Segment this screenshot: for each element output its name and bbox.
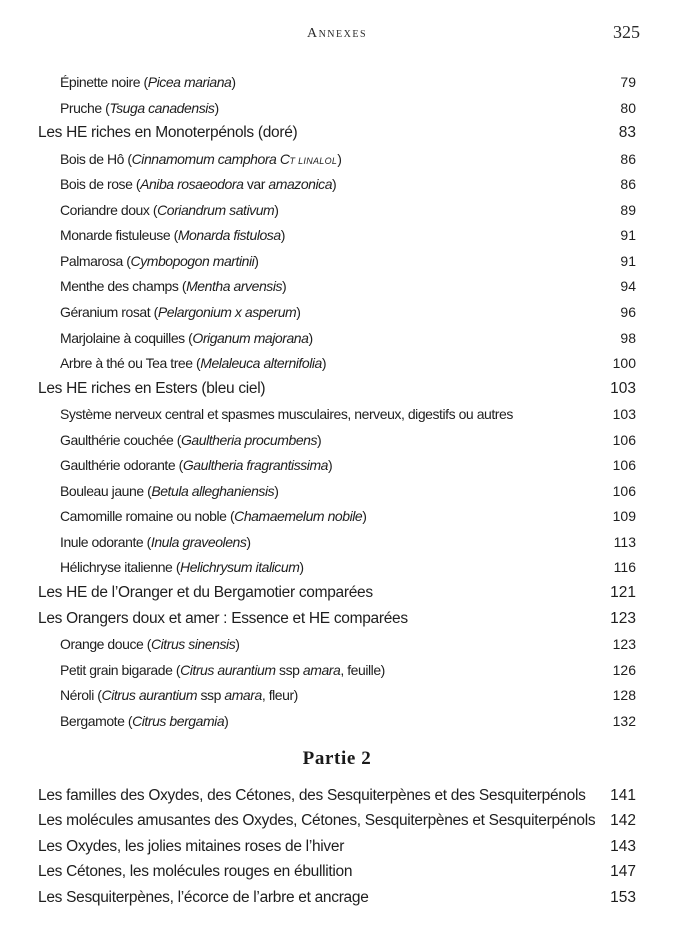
toc-title-segment: )	[332, 176, 337, 193]
toc-title-segment: )	[274, 201, 279, 218]
toc-entry-title	[60, 531, 251, 553]
toc-entry-page: 128	[612, 687, 636, 704]
toc-title-segment: Palmarosa (	[60, 252, 131, 269]
toc-title-italic-segment: Citrus sinensis	[150, 636, 236, 653]
toc-title-italic-segment: amara	[302, 661, 341, 678]
toc-entry-title	[60, 633, 239, 655]
toc-title-italic-segment: Cymbopogon martinii	[130, 252, 255, 269]
toc-title-segment: Bergamote (	[60, 712, 133, 729]
toc-title-segment: ssp	[197, 687, 225, 704]
toc-entry-section	[0, 710, 674, 732]
toc-title-italic-segment: Gaultheria procumbens	[180, 431, 318, 448]
toc-entry-page: 91	[620, 227, 636, 244]
toc-entry-section	[0, 531, 674, 553]
toc-title-segment: Gaulthérie odorante (	[60, 457, 183, 474]
toc-title-italic-segment: Tsuga canadensis	[109, 99, 215, 116]
toc-entry-section	[0, 301, 674, 323]
toc-entry-page: 123	[612, 636, 636, 653]
toc-entry-title	[60, 173, 336, 195]
toc-title-segment: Orange douce (	[60, 636, 151, 653]
toc-entry-page: 96	[620, 303, 636, 320]
toc-entry-chapter	[0, 810, 674, 832]
toc-entry-title	[38, 608, 408, 630]
toc-entry-page: 121	[610, 584, 636, 601]
toc-title-segment: )	[254, 252, 259, 269]
toc-title-segment: Pruche (	[60, 99, 110, 116]
toc-entry-page: 123	[610, 609, 636, 627]
toc-entry-page: 153	[610, 888, 636, 906]
toc-entry-page: 109	[612, 508, 636, 525]
toc-entry-section	[0, 352, 674, 374]
toc-entry-title	[60, 352, 326, 374]
toc-title-segment: )	[317, 431, 322, 448]
toc-title-segment: )	[308, 329, 313, 346]
toc-entry-chapter	[0, 608, 674, 630]
toc-title-italic-segment: amara	[224, 687, 262, 704]
toc-entry-section	[0, 454, 674, 476]
toc-title-segment: var	[243, 176, 269, 193]
toc-entry-title	[60, 403, 513, 425]
toc-entry-title	[60, 224, 285, 246]
toc-title-segment: Les familles des Oxydes, des Cétones, des Sesquiterpènes et des Sesquiterpénols	[38, 787, 586, 804]
toc-entry-title	[60, 480, 278, 502]
toc-entry-section	[0, 659, 674, 681]
toc-title-segment: Néroli (	[60, 687, 102, 704]
toc-title-italic-segment: Cinnamomum camphora C	[131, 150, 290, 167]
toc-entry-title	[38, 810, 595, 832]
toc-entry-title	[60, 659, 385, 681]
toc-title-segment: )	[235, 636, 240, 653]
toc-title-segment: Inule odorante (	[60, 533, 151, 550]
toc-entry-page: 143	[610, 837, 636, 855]
toc-entry-page: 98	[620, 329, 636, 346]
toc-entry-section	[0, 403, 674, 425]
toc-entry-chapter	[0, 861, 674, 883]
toc-title-segment: Arbre à thé ou Tea tree (	[60, 355, 201, 372]
toc-title-italic-segment: Citrus aurantium	[101, 687, 198, 704]
toc-entry-page: 116	[613, 559, 636, 576]
toc-title-segment: , fleur)	[261, 687, 298, 704]
toc-title-segment: Les Orangers doux et amer : Essence et HE comparées	[38, 609, 408, 627]
toc-title-segment: ssp	[275, 661, 303, 678]
toc-entry-page: 141	[610, 787, 636, 804]
toc-title-segment: )	[274, 482, 279, 499]
toc-title-italic-segment: Origanum majorana	[192, 329, 309, 346]
toc-entry-page: 100	[612, 355, 636, 372]
toc-entry-title	[60, 199, 278, 221]
toc-entry-title	[60, 148, 341, 172]
toc-title-segment: )	[282, 278, 287, 295]
toc-title-segment: Les HE de l’Oranger et du Bergamotier comparées	[38, 584, 373, 601]
toc-entry-section	[0, 429, 674, 451]
toc-entry-title	[38, 378, 265, 400]
toc-title-italic-segment: Chamaemelum nobile	[234, 508, 363, 525]
toc-title-italic-segment: Citrus aurantium	[180, 661, 276, 678]
toc-entry-page: 106	[612, 482, 636, 499]
toc-title-segment: )	[362, 508, 367, 525]
toc-entry-section	[0, 173, 674, 195]
toc-title-italic-segment: Betula alleghaniensis	[151, 482, 275, 499]
toc-title-segment: Gaulthérie couchée (	[60, 431, 181, 448]
toc-title-italic-segment: Mentha arvensis	[186, 278, 283, 295]
toc-title-segment: Les Sesquiterpènes, l’écorce de l’arbre et ancrage	[38, 888, 369, 906]
toc-title-italic-segment: Coriandrum sativum	[157, 201, 275, 218]
running-header	[0, 22, 674, 46]
toc-entry-title	[38, 861, 352, 883]
toc-entry-title	[60, 97, 219, 119]
toc-entry-page: 103	[610, 379, 636, 397]
page-number: 325	[613, 22, 640, 42]
toc-entry-title	[60, 250, 258, 272]
toc-title-segment: )	[299, 559, 304, 576]
toc-title-segment: Les molécules amusantes des Oxydes, Cétones, Sesquiterpènes et Sesquiterpénols	[38, 812, 596, 830]
toc-title-italic-segment: Citrus bergamia	[132, 712, 225, 729]
toc-entry-title	[60, 327, 313, 349]
toc-title-segment: Coriandre doux (	[60, 201, 158, 218]
toc-title-segment: Bois de Hô (	[60, 150, 132, 167]
toc-title-segment: Les Cétones, les molécules rouges en ébullition	[38, 863, 353, 881]
toc-entry-page: 106	[612, 457, 636, 474]
toc-entry-title	[38, 582, 373, 604]
toc-title-segment: Petit grain bigarade (	[60, 661, 181, 678]
toc-entry-title	[60, 710, 228, 732]
toc-entry-section	[0, 71, 674, 93]
toc-title-segment: )	[280, 227, 285, 244]
toc-title-italic-segment: Inula graveolens	[150, 533, 247, 550]
toc-title-segment: Les HE riches en Esters (bleu ciel)	[38, 379, 266, 397]
toc-entry-chapter	[0, 582, 674, 604]
toc-entry-page: 83	[618, 124, 636, 142]
toc-title-segment: Camomille romaine ou noble (	[60, 508, 235, 525]
toc-entry-title	[60, 684, 298, 706]
toc-title-italic-segment: Melaleuca alternifolia	[200, 355, 322, 372]
toc-entry-page: 126	[612, 661, 636, 678]
toc-entry-section	[0, 97, 674, 119]
toc-entry-page: 103	[612, 406, 636, 423]
toc-entry-chapter	[0, 378, 674, 400]
toc-title-segment: Hélichryse italienne (	[60, 559, 181, 576]
toc-entry-section	[0, 556, 674, 578]
toc-title-segment: Les HE riches en Monoterpénols (doré)	[38, 124, 298, 142]
running-header-title: Annexes	[306, 26, 368, 41]
toc-title-italic-segment: Aniba rosaeodora	[140, 176, 244, 193]
toc-title-segment: )	[224, 712, 229, 729]
toc-entry-page: 91	[620, 252, 636, 269]
toc-entry-chapter	[0, 122, 674, 144]
toc-entry-title	[60, 429, 321, 451]
toc-entry-title	[38, 785, 586, 807]
toc-title-segment: Les Oxydes, les jolies mitaines roses de l’hiver	[38, 837, 345, 855]
toc-title-segment: Menthe des champs (	[60, 278, 187, 295]
toc-entry-page: 80	[620, 99, 636, 116]
toc-title-segment: T LINALOL	[289, 155, 338, 166]
toc-entry-title	[60, 275, 286, 297]
toc-title-segment: Monarde fistuleuse (	[60, 227, 178, 244]
toc-title-italic-segment: Helichrysum italicum	[180, 559, 300, 576]
toc-entry-page: 94	[620, 278, 636, 295]
toc-entry-section	[0, 199, 674, 221]
toc-title-segment: Épinette noire (	[60, 74, 148, 90]
toc-entry-section	[0, 275, 674, 297]
toc-title-italic-segment: Monarda fistulosa	[177, 227, 281, 244]
part-heading: Partie 2	[302, 748, 372, 769]
toc-entry-title	[60, 71, 236, 93]
toc-title-segment: Géranium rosat (	[60, 303, 158, 320]
toc-title-segment: , feuille)	[340, 661, 385, 678]
toc-entry-section	[0, 505, 674, 527]
toc-entry-chapter	[0, 887, 674, 909]
toc-entry-section	[0, 148, 674, 170]
toc-entry-chapter	[0, 785, 674, 807]
toc-entry-page: 89	[620, 201, 636, 218]
toc-title-segment: )	[321, 355, 327, 372]
toc-entry-title	[60, 301, 300, 323]
toc-entry-page: 113	[613, 533, 636, 550]
toc-title-segment: Système nerveux central et spasmes musculaires, nerveux, digestifs ou autres	[60, 406, 513, 423]
toc-entry-title	[38, 887, 369, 909]
toc-title-segment: )	[296, 303, 301, 320]
toc-entry-page: 86	[620, 176, 636, 193]
toc-entry-page: 147	[610, 863, 636, 881]
toc-entry-section	[0, 480, 674, 502]
toc-entry-section	[0, 327, 674, 349]
toc-title-segment: Marjolaine à coquilles (	[60, 329, 193, 346]
toc-title-segment: )	[246, 533, 251, 550]
toc-entry-section	[0, 224, 674, 246]
toc-entry-section	[0, 633, 674, 655]
toc-title-segment: )	[231, 74, 236, 90]
toc-title-segment: Bouleau jaune (	[60, 482, 152, 499]
toc-entry-title	[60, 454, 332, 476]
toc-title-italic-segment: Picea mariana	[147, 74, 232, 90]
toc-title-segment: )	[214, 99, 219, 116]
toc-title-segment: Bois de rose (	[60, 176, 141, 193]
toc-entry-page: 86	[620, 150, 636, 167]
toc-title-italic-segment: amazonica	[268, 176, 333, 193]
toc-entry-page: 142	[610, 812, 636, 830]
toc-title-segment: )	[328, 457, 333, 474]
toc-entry-page: 79	[620, 74, 636, 90]
toc-entry-chapter	[0, 836, 674, 858]
toc-title-italic-segment: Gaultheria fragrantissima	[182, 457, 329, 474]
toc-title-italic-segment: Pelargonium x asperum	[157, 303, 297, 320]
toc-entry-title	[38, 122, 297, 144]
toc-entry-section	[0, 250, 674, 272]
toc-entry-page: 106	[612, 431, 636, 448]
toc-entry-page: 132	[612, 712, 636, 729]
toc-entry-section	[0, 684, 674, 706]
toc-title-segment: )	[337, 150, 342, 167]
toc-entry-title	[60, 556, 304, 578]
toc-entry-title	[38, 836, 344, 858]
toc-entry-title	[60, 505, 366, 527]
